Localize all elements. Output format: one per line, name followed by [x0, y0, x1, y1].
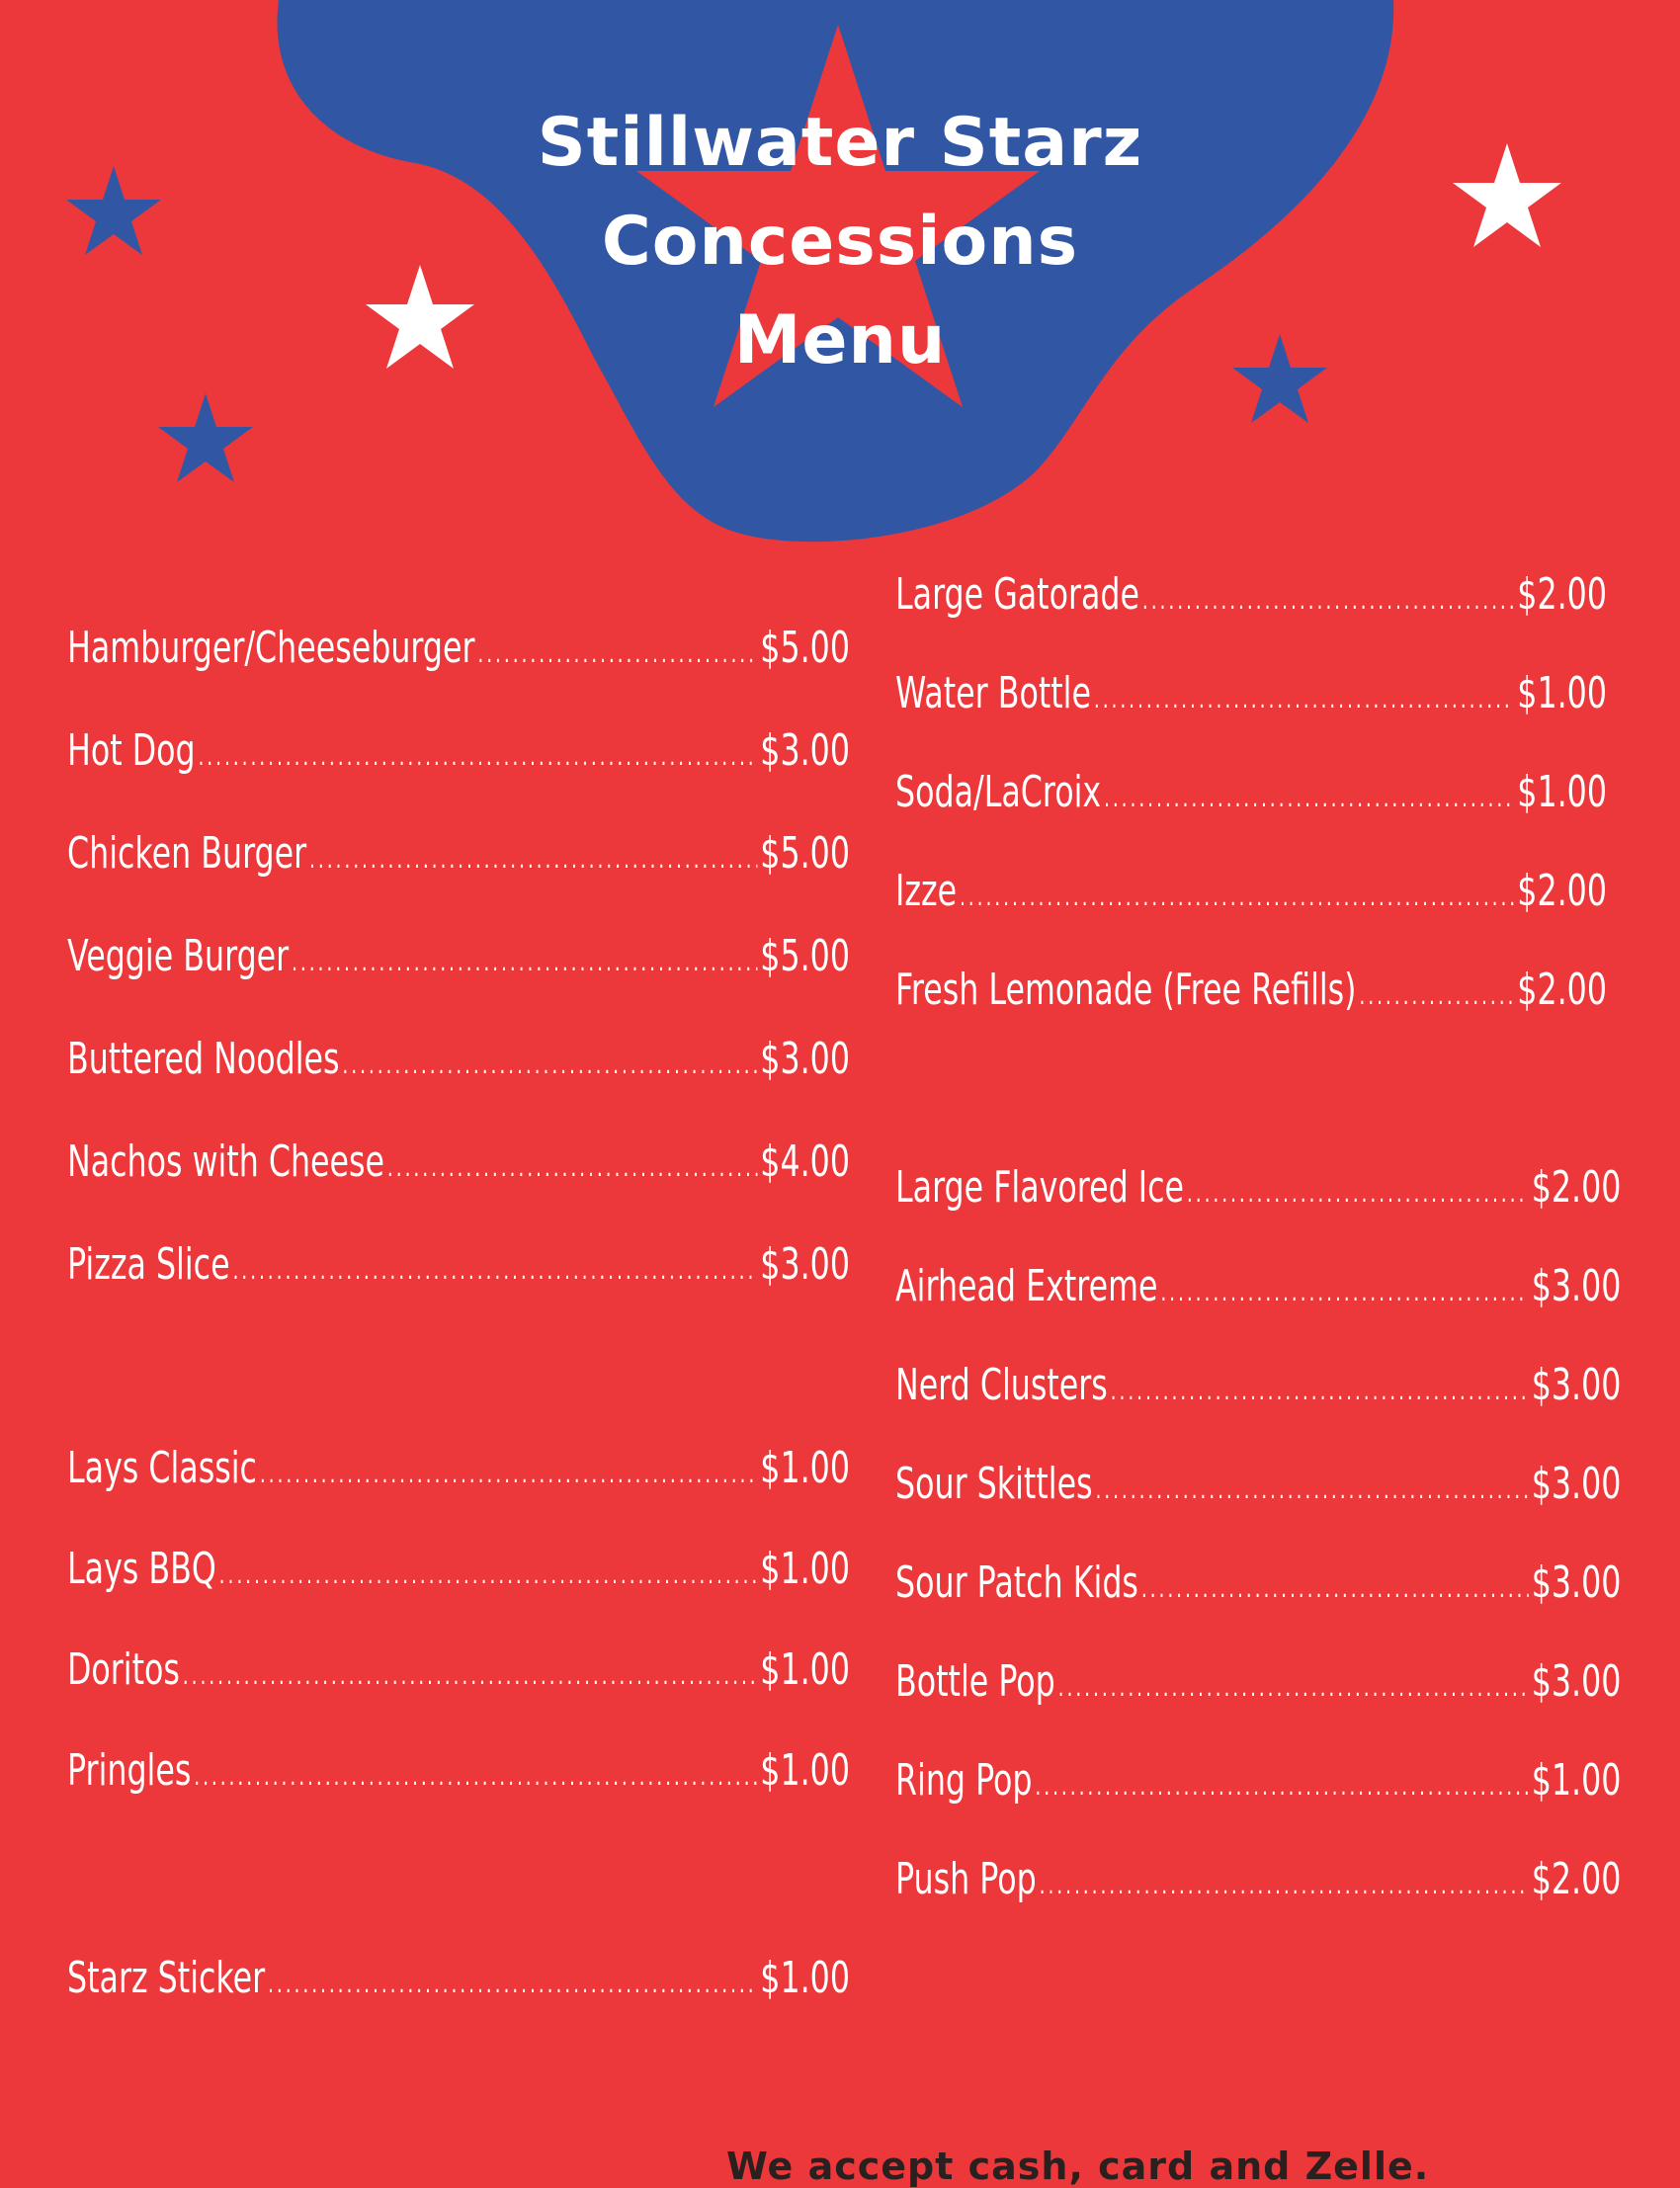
- item-name: Large Gatorade: [895, 569, 1140, 620]
- item-price: $1.00: [760, 1443, 851, 1493]
- menu-item: [895, 1261, 1621, 1311]
- item-price: $2.00: [1531, 1162, 1622, 1213]
- item-name: Hot Dog: [67, 725, 196, 776]
- leader-dots: [1095, 1475, 1528, 1505]
- menu-item: [67, 1136, 850, 1187]
- title-line-1: Stillwater Starz: [537, 104, 1143, 182]
- leader-dots: [960, 883, 1514, 912]
- item-price: $3.00: [760, 725, 851, 776]
- leader-dots: [219, 1560, 758, 1590]
- leader-dots: [1094, 685, 1515, 715]
- item-price: $3.00: [1531, 1557, 1622, 1608]
- leader-dots: [1035, 1772, 1528, 1802]
- leader-dots: [1359, 981, 1514, 1011]
- menu-item: [67, 623, 850, 673]
- item-price: $4.00: [760, 1136, 851, 1187]
- item-price: $1.00: [760, 1745, 851, 1796]
- menu-item: [895, 1162, 1621, 1213]
- right-menu-column: [895, 0, 1621, 2174]
- item-price: $5.00: [760, 828, 851, 879]
- item-name: Nachos with Cheese: [67, 1136, 385, 1187]
- item-price: $1.00: [760, 1544, 851, 1594]
- item-name: Lays BBQ: [67, 1544, 216, 1594]
- item-name: Water Bottle: [895, 668, 1091, 718]
- item-name: Soda/LaCroix: [895, 767, 1102, 817]
- item-price: $3.00: [760, 1239, 851, 1290]
- item-price: $1.00: [1517, 668, 1607, 718]
- leader-dots: [1058, 1673, 1529, 1703]
- menu-item: [895, 866, 1607, 916]
- menu-item: [895, 1854, 1621, 1904]
- menu-item: [67, 725, 850, 776]
- menu-item: [895, 1755, 1621, 1806]
- title-line-3: Menu: [733, 301, 947, 379]
- item-price: $2.00: [1517, 866, 1607, 916]
- item-name: Ring Pop: [895, 1755, 1033, 1806]
- menu-item: [895, 965, 1607, 1015]
- item-price: $3.00: [1531, 1459, 1622, 1509]
- menu-item: [67, 931, 850, 981]
- leader-dots: [1104, 784, 1514, 813]
- menu-item: [67, 1239, 850, 1290]
- item-name: Chicken Burger: [67, 828, 307, 879]
- item-name: Sour Skittles: [895, 1459, 1093, 1509]
- menu-item: [67, 828, 850, 879]
- payment-note: We accept cash, card and Zelle.: [726, 2145, 1430, 2188]
- leader-dots: [387, 1153, 758, 1183]
- item-price: $1.00: [1531, 1755, 1622, 1806]
- item-name: Lays Classic: [67, 1443, 257, 1493]
- leader-dots: [342, 1051, 757, 1080]
- item-name: Airhead Extreme: [895, 1261, 1158, 1311]
- item-price: $2.00: [1531, 1854, 1622, 1904]
- menu-item: [67, 1745, 850, 1796]
- leader-dots: [1160, 1278, 1528, 1307]
- item-name: Pizza Slice: [67, 1239, 230, 1290]
- item-price: $3.00: [1531, 1360, 1622, 1410]
- leader-dots: [1187, 1179, 1529, 1209]
- leader-dots: [194, 1762, 757, 1792]
- item-name: Fresh Lemonade (Free Refills): [895, 965, 1357, 1015]
- leader-dots: [268, 1970, 757, 1999]
- menu-item: [67, 1034, 850, 1084]
- menu-item: [895, 1360, 1621, 1410]
- item-name: Push Pop: [895, 1854, 1037, 1904]
- item-price: $2.00: [1517, 569, 1607, 620]
- leader-dots: [1141, 1574, 1529, 1604]
- menu-item: [895, 1459, 1621, 1509]
- item-name: Pringles: [67, 1745, 192, 1796]
- item-name: Hamburger/Cheeseburger: [67, 623, 475, 673]
- leader-dots: [1142, 586, 1515, 616]
- menu-item: [67, 1953, 850, 2003]
- menu-item: [67, 1544, 850, 1594]
- item-name: Starz Sticker: [67, 1953, 266, 2003]
- menu-item: [895, 767, 1607, 817]
- leader-dots: [232, 1256, 757, 1286]
- menu-item: [895, 1656, 1621, 1707]
- menu-item: [895, 1557, 1621, 1608]
- item-name: Nerd Clusters: [895, 1360, 1108, 1410]
- item-name: Sour Patch Kids: [895, 1557, 1138, 1608]
- item-price: $5.00: [760, 623, 851, 673]
- menu-item: [67, 1443, 850, 1493]
- leader-dots: [309, 845, 757, 875]
- item-price: $1.00: [1517, 767, 1607, 817]
- leader-dots: [477, 639, 757, 669]
- leader-dots: [260, 1460, 758, 1489]
- leader-dots: [1111, 1377, 1529, 1406]
- leader-dots: [1040, 1871, 1529, 1900]
- leader-dots: [292, 948, 757, 977]
- item-price: $1.00: [760, 1644, 851, 1695]
- item-price: $3.00: [1531, 1261, 1622, 1311]
- title-line-2: Concessions: [601, 203, 1079, 281]
- item-name: Veggie Burger: [67, 931, 290, 981]
- item-name: Buttered Noodles: [67, 1034, 340, 1084]
- left-menu-column: [67, 0, 850, 2174]
- item-price: $3.00: [1531, 1656, 1622, 1707]
- item-name: Large Flavored Ice: [895, 1162, 1185, 1213]
- menu-item: [895, 668, 1607, 718]
- leader-dots: [198, 742, 757, 772]
- item-price: $2.00: [1517, 965, 1607, 1015]
- item-name: Izze: [895, 866, 958, 916]
- item-price: $5.00: [760, 931, 851, 981]
- menu-item: [895, 569, 1607, 620]
- item-price: $1.00: [760, 1953, 851, 2003]
- item-name: Doritos: [67, 1644, 180, 1695]
- leader-dots: [183, 1661, 758, 1691]
- menu-item: [67, 1644, 850, 1695]
- item-price: $3.00: [760, 1034, 851, 1084]
- item-name: Bottle Pop: [895, 1656, 1055, 1707]
